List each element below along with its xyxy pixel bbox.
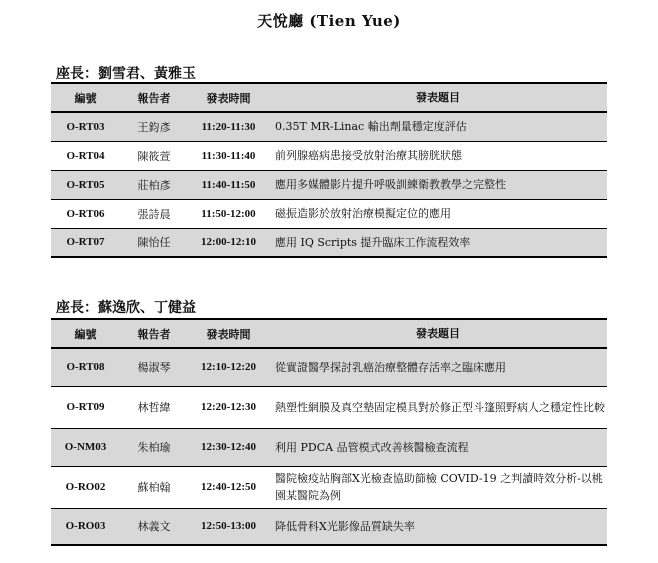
table-row [51, 170, 607, 199]
header-time: 發表時間 [206, 91, 251, 105]
table-row [51, 508, 607, 545]
cell-reporter: 林義文 [137, 520, 171, 534]
cell-code: O-RO02 [65, 481, 106, 493]
cell-reporter: 陳筱萱 [137, 149, 171, 163]
cell-time: 11:50-12:00 [201, 207, 256, 220]
cell-time: 12:20-12:30 [201, 401, 256, 413]
table-row [51, 199, 607, 228]
session-chair: 座長：蘇逸欣、丁健益 [56, 300, 196, 316]
cell-topic: 磁振造影於放射治療模擬定位的應用 [275, 207, 451, 220]
cell-reporter: 莊柏彥 [137, 178, 171, 192]
table-row [51, 141, 607, 170]
cell-time: 11:40-11:50 [201, 178, 256, 191]
table-row [51, 112, 607, 141]
header-topic: 發表題目 [416, 327, 460, 340]
cell-code: O-RO03 [65, 520, 106, 533]
schedule-table [51, 82, 607, 258]
cell-time: 12:50-13:00 [201, 520, 256, 533]
cell-time: 11:20-11:30 [201, 120, 256, 133]
cell-reporter: 張詩晨 [137, 207, 171, 221]
cell-time: 12:30-12:40 [201, 441, 256, 453]
cell-topic: 從實證醫學探討乳癌治療整體存活率之臨床應用 [275, 360, 506, 374]
cell-topic: 應用多媒體影片提升呼吸訓練衛教教學之完整性 [275, 178, 506, 191]
cell-time: 12:40-12:50 [201, 481, 256, 493]
table-row [51, 228, 607, 257]
schedule-table [51, 318, 607, 546]
header-code: 編號 [74, 91, 97, 105]
session-chair: 座長：劉雪君、黃雅玉 [56, 66, 196, 82]
header-time: 發表時間 [206, 327, 251, 341]
cell-time: 12:10-12:20 [201, 361, 256, 374]
table-row [51, 348, 607, 386]
cell-reporter: 陳怡任 [137, 236, 171, 250]
header-reporter: 報告者 [137, 91, 171, 105]
cell-topic: 降低骨科X光影像品質缺失率 [275, 519, 415, 533]
table-row [51, 386, 607, 428]
cell-topic: 應用 IQ Scripts 提升臨床工作流程效率 [275, 235, 471, 249]
cell-code: O-RT05 [66, 178, 105, 191]
table-header-row [51, 319, 607, 348]
header-topic: 發表題目 [416, 91, 460, 104]
cell-topic: 利用 PDCA 品管模式改善核醫檢查流程 [275, 440, 469, 454]
cell-code: O-NM03 [64, 441, 107, 453]
cell-code: O-RT06 [66, 207, 105, 220]
cell-reporter: 蘇柏翰 [137, 481, 171, 494]
table-row [51, 466, 607, 508]
cell-topic: 0.35T MR-Linac 輸出劑量穩定度評估 [275, 120, 467, 134]
table-row [51, 428, 607, 466]
cell-time: 11:30-11:40 [201, 149, 256, 162]
page-title: 天悅廳 (Tien Yue) [257, 12, 401, 30]
cell-reporter: 王鈞彥 [137, 120, 171, 134]
cell-topic: 熱塑性網膜及真空墊固定模具對於修正型斗篷照野病人之穩定性比較 [275, 400, 605, 414]
cell-time: 12:00-12:10 [201, 236, 256, 249]
cell-code: O-RT08 [66, 361, 105, 374]
header-reporter: 報告者 [137, 327, 171, 341]
cell-code: O-RT07 [66, 236, 105, 249]
cell-reporter: 朱柏瑜 [137, 441, 171, 454]
table-header-row [51, 83, 607, 112]
cell-code: O-RT03 [66, 120, 105, 133]
cell-code: O-RT09 [66, 401, 105, 413]
cell-reporter: 林哲緯 [137, 401, 171, 414]
cell-topic: 醫院檢疫站胸部X光檢查協助篩檢 COVID-19 之判讀時效分析-以桃園某醫院為例 [275, 472, 603, 502]
header-code: 編號 [74, 327, 97, 341]
cell-reporter: 楊淑琴 [137, 361, 171, 375]
cell-topic: 前列腺癌病患接受放射治療其膀胱狀態 [275, 149, 462, 162]
cell-code: O-RT04 [66, 149, 105, 162]
